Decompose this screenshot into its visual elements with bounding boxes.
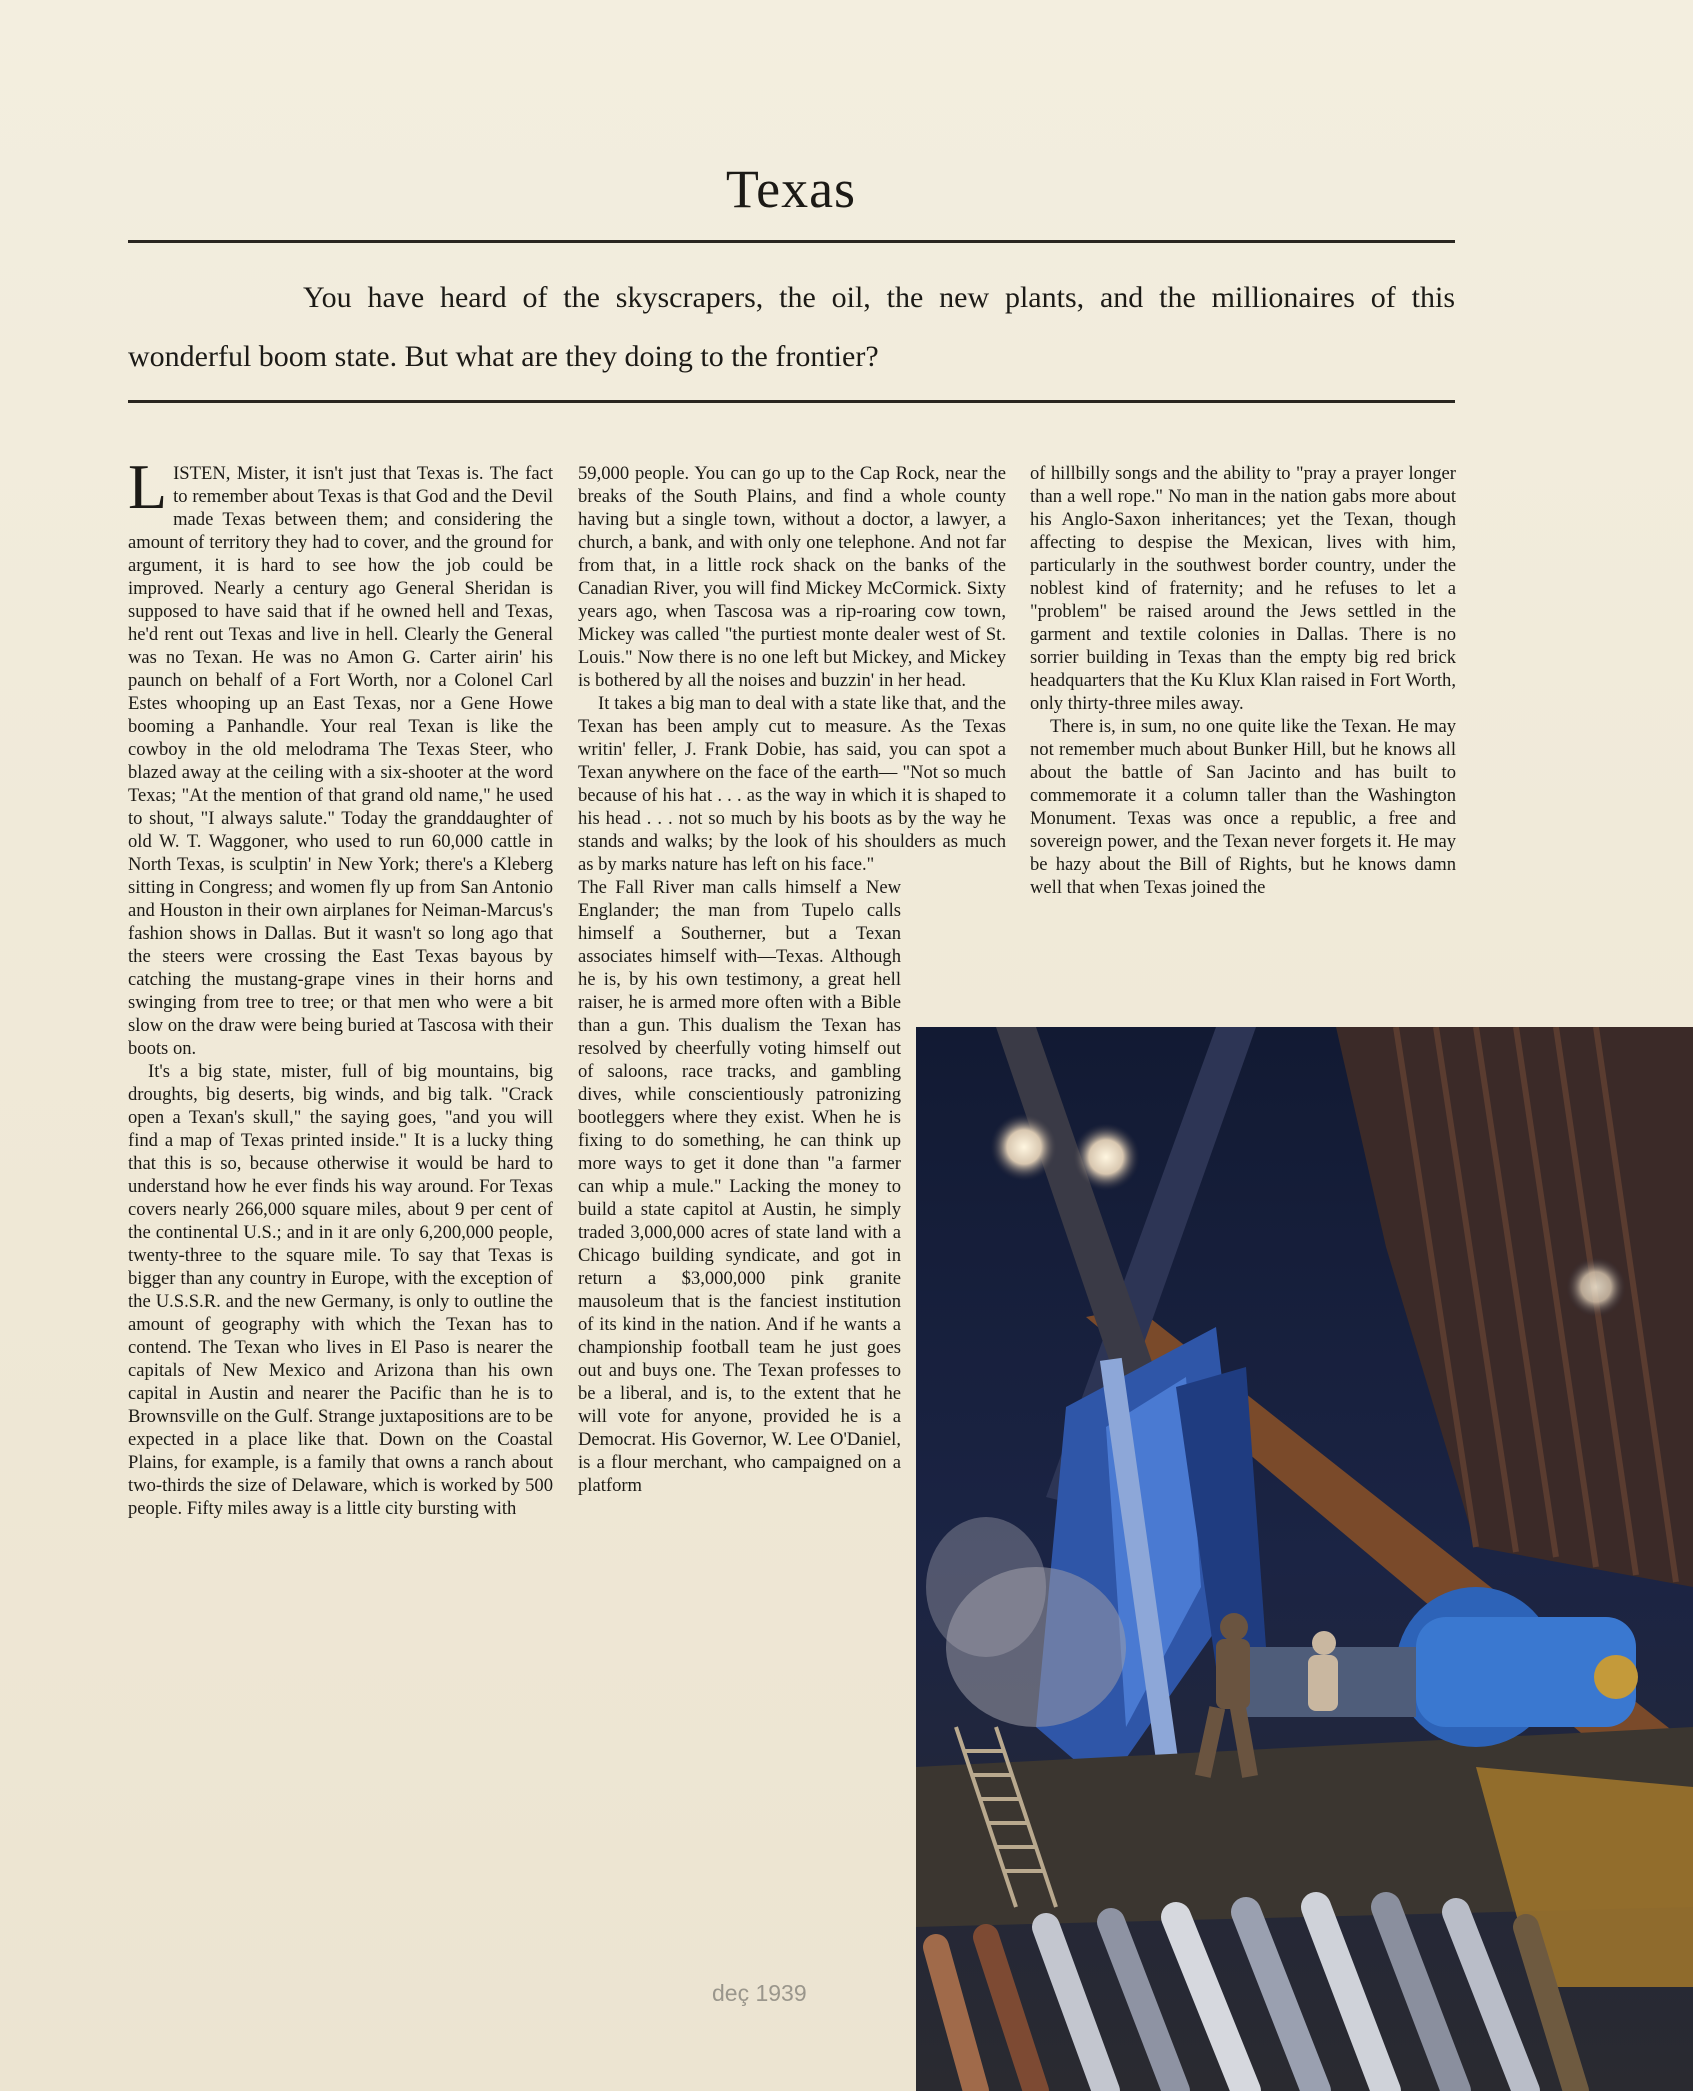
drop-cap: L [128, 451, 168, 522]
oil-refinery-illustration [916, 1027, 1693, 2091]
article-dek: You have heard of the skyscrapers, the oil, the new plants, and the millionaires of this wonderful boom state. But what are they doing to the frontier? [128, 281, 1455, 373]
date-stamp: deç 1939 [712, 1980, 807, 2006]
paragraph-wrapped: The Fall River man calls himself a New Englander; the man from Tupelo calls himself a Southerner, but a Texan associates himself with—Texas. Although he is, by his own testimony, a great hell raiser, he is armed more often with a Bible than a gun. This dualism the Texan has resolved by cheerfully voting himself out of saloons, race tracks, and gambling dives, while conscientiously patronizing bootleggers where they exist. When he is fixing to do something, he can think up more ways to get it done than "a farmer can whip a mule." Lacking the money to build a state capitol at Austin, he simply traded 3,000,000 acres of state land with a Chicago building syndicate, and got in return a $3,000,000 pink granite mausoleum that is the fanciest institution of its kind in the nation. And if he wants a championship football team he just goes out and buys one. The Texan professes to be a liberal, and is, to the extent that he will vote for anyone, provided he is a Democrat. His Governor, W. Lee O'Daniel, is a flour merchant, who campaigned on a platform [578, 877, 901, 1496]
paragraph: It's a big state, mister, full of big mountains, big droughts, big deserts, big winds, and big talk. "Crack open a Texan's skull," the saying goes, "and you will find a map of Texas printed inside." It is a lucky thing that this is so, because otherwise it would be hard to understand how he ever finds his way around. For Texas covers nearly 266,000 square miles, about 9 per cent of the continental U.S.; and in it are only 6,200,000 people, twenty-three to the square mile. To say that Texas is bigger than any country in Europe, with the exception of the U.S.S.R. and the new Germany, is only to outline the amount of geography with which the Texan has to contend. The Texan who lives in El Paso is nearer the capitals of New Mexico and Arizona than his own capital in Austin and nearer the Pacific than he is to Brownsville on the Gulf. Strange juxtapositions are to be expected in a place like that. Down on the Coastal Plains, for example, is a family that owns a ranch about two-thirds the size of Delaware, which is worked by 500 people. Fifty miles away is a little city bursting with [128, 1061, 553, 1519]
paragraph [128, 451, 553, 1060]
paragraph: 59,000 people. You can go up to the Cap Rock, near the breaks of the South Plains, and find a whole county having but a single town, without a doctor, a lawyer, a church, a bank, and with only one telephone. And not far from that, in a little rock shack on the banks of the Canadian River, you will find Mickey McCormick. Sixty years ago, when Tascosa was a rip-roaring cow town, Mickey was called "the purtiest monte dealer west of St. Louis." Now there is no one left but Mickey, and Mickey is bothered by all the noises and buzzin' in her head. [578, 463, 1006, 691]
article-title: Texas [725, 159, 857, 219]
text-column-1 [128, 451, 553, 1520]
paragraph: There is, in sum, no one quite like the Texan. He may not remember much about Bunker Hill, but he knows all about the battle of San Jacinto and has built to commemorate it a column taller than the Washington Monument. Texas was once a republic, a free and sovereign power, and the Texan never forgets it. He may be hazy about the Bill of Rights, but he knows damn well that when Texas joined the [1030, 716, 1456, 898]
industrial-painting [916, 1027, 1693, 2091]
paragraph: It takes a big man to deal with a state like that, and the Texan has been amply cut to measure. As the Texas writin' feller, J. Frank Dobie, has said, you can spot a Texan anywhere on the face of the earth— "Not so much because of his hat . . . as the way in which it is shaped to his head . . . not so much by his boots as by the way he stands and walks; by the look of his shoulders as much as by marks nature has left on his face." [578, 693, 1006, 875]
text-column-3 [1030, 462, 1456, 899]
top-rule [128, 240, 1455, 243]
paragraph-text: ISTEN, Mister, it isn't just that Texas is. The fact to remember about Texas is that God and the Devil made Texas between them; and considering the amount of territory they had to cover, and the ground for argument, it is hard to see how the job could be improved. Nearly a century ago General Sheridan is supposed to have said that if he owned hell and Texas, he'd rent out Texas and live in hell. Clearly the General was no Texan. He was no Amon G. Carter airin' his paunch on behalf of a Fort Worth, nor a Colonel Carl Estes whooping up an East Texas, nor a Gene Howe booming a Panhandle. Your real Texan is like the cowboy in the old melodrama The Texas Steer, who blazed away at the ceiling with a six-shooter at the word Texas; "At the mention of that grand old name," he used to shout, "I always salute." Today the granddaughter of old W. T. Waggoner, who used to run 60,000 cattle in North Texas, is sculptin' in New York; there's a Kleberg sitting in Congress; and women fly up from San Antonio and Houston in their own airplanes for Neiman-Marcus's fashion shows in Dallas. But it wasn't so long ago that the steers were crossing the East Texas bayous by catching the mustang-grape vines in their horns and swinging from tree to tree; or that men who were a bit slow on the draw were being buried at Tascosa with their boots on. [128, 463, 553, 1059]
paragraph: of hillbilly songs and the ability to "pray a prayer longer than a well rope." No man in the nation gabs more about his Anglo-Saxon inheritances; yet the Texan, though affecting to despise the Mexican, lives with him, particularly in the southwest border country, under the noblest kind of fraternity; and he refuses to let a "problem" be raised around the Jews settled in the garment and textile colonies in Dallas. There is no sorrier building in Texas than the empty big red brick headquarters that the Ku Klux Klan raised in Fort Worth, only thirty-three miles away. [1030, 463, 1456, 714]
bottom-rule [128, 400, 1455, 403]
